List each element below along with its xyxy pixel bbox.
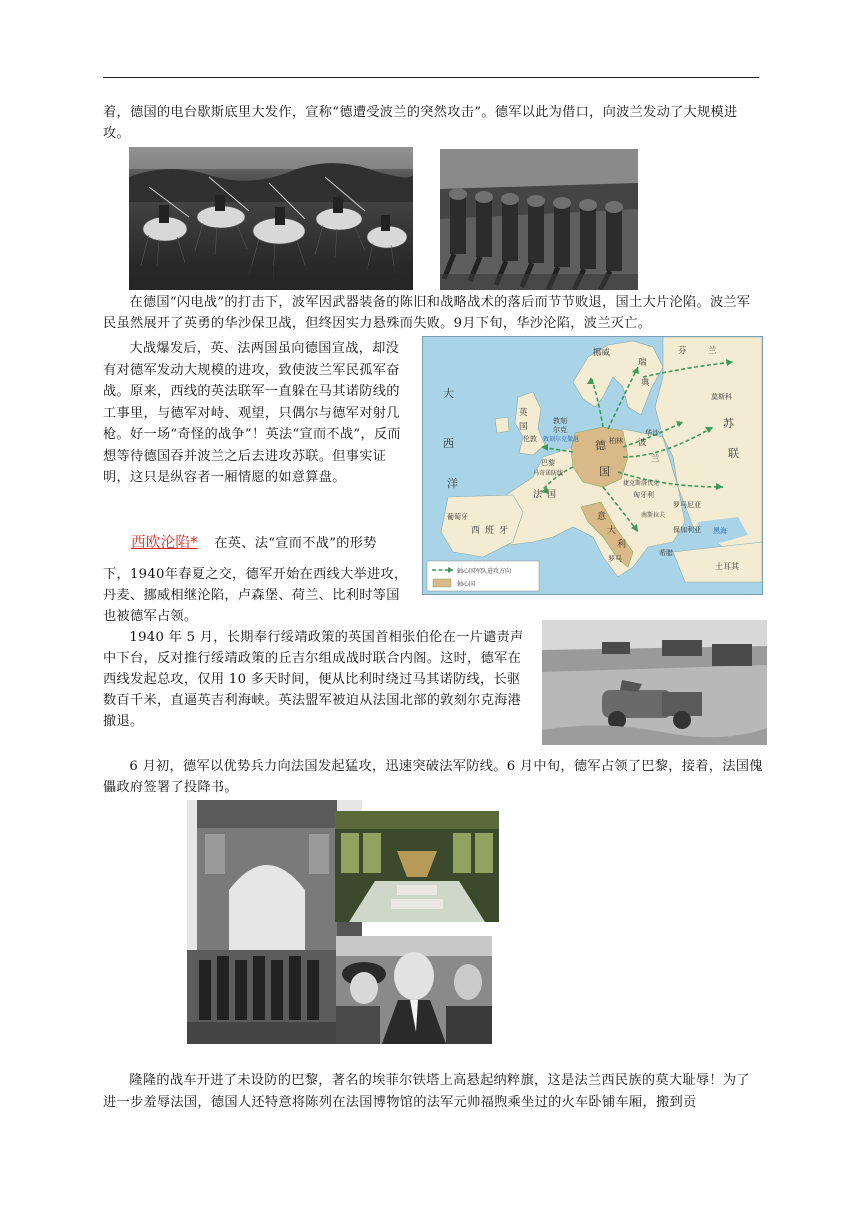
map-label-germany: 国 bbox=[599, 465, 610, 478]
paragraph-7: 隆隆的战车开进了未设防的巴黎，著名的埃菲尔铁塔上高悬起纳粹旗，这是法兰西民族的莫大耻辱！为了进一步羞辱法国，德国人还特意将陈列在法国博物馆的法军元帅福煦乘坐过的火车卧铺车厢，搬到贡 bbox=[103, 1073, 750, 1110]
map-label-finland: 兰 bbox=[708, 346, 717, 356]
paragraph-4-heading-line bbox=[131, 533, 416, 554]
paragraph-4-lead: 在英、法“宣而不战”的形势 bbox=[214, 536, 377, 551]
europe-war-map bbox=[422, 336, 763, 595]
map-label-warsaw: 华沙 bbox=[645, 429, 659, 437]
photo-cavalry-charge bbox=[129, 147, 413, 290]
map-label-dunkirk-note: 敦刻尔克撤退 bbox=[543, 436, 580, 443]
map-label-hungary: 匈牙利 bbox=[633, 491, 654, 499]
map-label-moscow: 莫斯科 bbox=[711, 393, 732, 401]
map-label-rome: 罗马 bbox=[608, 555, 622, 563]
map-label-blacksea: 黑海 bbox=[713, 527, 727, 535]
map-label-maginot: 马奇诺防线 bbox=[533, 470, 564, 477]
photo-railway-carriage bbox=[335, 811, 499, 922]
map-label-germany: 德 bbox=[595, 439, 606, 452]
map-label-ussr: 联 bbox=[728, 447, 739, 460]
map-label-spain: 牙 bbox=[499, 526, 509, 536]
paragraph-1: 着，德国的电台歇斯底里大发作，宣称“德遭受波兰的突然攻击”。德军以此为借口，向波兰发动了大规模进攻。 bbox=[103, 105, 738, 141]
legend-axis-swatch bbox=[433, 579, 451, 587]
section-link-western-europe[interactable]: 西欧沦陷* bbox=[131, 535, 198, 551]
map-label-london: 伦敦 bbox=[523, 435, 537, 443]
map-label-italy: 意 bbox=[597, 512, 607, 522]
map-label-berlin: 柏林 bbox=[609, 437, 623, 445]
map-label-france: 国 bbox=[547, 490, 557, 500]
map-label-france: 法 bbox=[533, 490, 543, 500]
map-label-sweden: 典 bbox=[641, 378, 650, 388]
map-legend bbox=[427, 561, 539, 591]
map-label-poland: 兰 bbox=[651, 454, 660, 464]
paragraph-5: 1940 年 5 月，长期奉行绥靖政策的英国首相张伯伦在一片谴责声中下台，反对推行绥靖政策的丘吉尔组成战时联合内阁。这时，德军在西线发起总攻，仅用 10 多天时间，便从比利时绕过马其诺防线，长驱数百千米，直逼英吉利海峡。英法盟军被迫从法国北部的敦刻尔克海港撤退。 bbox=[103, 630, 524, 729]
map-label-poland: 波 bbox=[638, 438, 647, 448]
map-label-sweden: 瑞 bbox=[638, 358, 647, 368]
map-label-romania: 罗马尼亚 bbox=[673, 501, 701, 509]
map-label-spain: 班 bbox=[485, 526, 495, 536]
paragraph-3: 大战爆发后，英、法两国虽向德国宣战，却没有对德军发动大规模的进攻，致使波兰军民孤军奋战。原来，西线的英法联军一直躲在马其诺防线的工事里，与德军对峙、观望，只偶尔与德军对射几枪。好一场“奇怪的战争”！英法“宣而不战”，反而想等待德国吞并波兰之后去进攻苏联。但事实证明，这只是纵容者一厢情愿的如意算盘。 bbox=[103, 341, 401, 485]
paragraph-4: 下，1940年春夏之交，德军开始在西线大举进攻，丹麦、挪威相继沦陷，卢森堡、荷兰、比利时等国也被德军占领。 bbox=[103, 567, 408, 624]
map-label-italy: 利 bbox=[617, 540, 627, 550]
map-label-atlantic: 西 bbox=[443, 437, 454, 450]
map-label-spain: 西 bbox=[471, 526, 481, 536]
map-label-greece: 希腊 bbox=[659, 549, 673, 557]
map-label-paris: 巴黎 bbox=[541, 459, 555, 467]
photo-abandoned-vehicles-beach bbox=[542, 620, 767, 745]
map-label-uk: 英 bbox=[519, 408, 528, 418]
map-label-turkey: 土耳其 bbox=[715, 562, 739, 571]
photo-marching-soldiers bbox=[440, 149, 638, 290]
map-label-bulgaria: 保加利亚 bbox=[673, 526, 701, 534]
map-label-dunkirk: 尔克 bbox=[553, 426, 567, 434]
photo-crying-crowd bbox=[336, 936, 492, 1044]
map-label-finland: 芬 bbox=[678, 346, 687, 356]
paragraph-2: 在德国“闪电战”的打击下，波军因武器装备的陈旧和战略战术的落后而节节败退，国土大片沦陷。波兰军民虽然展开了英勇的华沙保卫战，但终因实力悬殊而失败。9月下旬，华沙沦陷，波兰灭亡。 bbox=[103, 295, 751, 331]
map-label-czech: 捷克斯洛伐克 bbox=[623, 480, 660, 487]
legend-label-attack: 轴心国军队进攻方向 bbox=[457, 568, 512, 575]
paragraph-6: 6 月初，德军以优势兵力向法国发起猛攻，迅速突破法军防线。6 月中旬，德军占领了巴黎，接着，法国傀儡政府签署了投降书。 bbox=[103, 759, 763, 795]
legend-label-axis: 轴心国 bbox=[457, 581, 476, 588]
map-label-portugal: 葡萄牙 bbox=[447, 513, 468, 521]
header-rule bbox=[103, 77, 759, 78]
map-label-dunkirk: 敦刻 bbox=[553, 417, 567, 425]
map-label-norway: 挪威 bbox=[593, 348, 611, 358]
map-label-yugoslavia: 南斯拉夫 bbox=[641, 512, 666, 519]
map-label-ussr: 苏 bbox=[723, 417, 734, 430]
map-label-uk: 国 bbox=[519, 422, 528, 432]
map-label-atlantic: 大 bbox=[443, 387, 454, 400]
map-label-italy: 大 bbox=[607, 526, 617, 536]
map-label-atlantic: 洋 bbox=[447, 477, 458, 490]
